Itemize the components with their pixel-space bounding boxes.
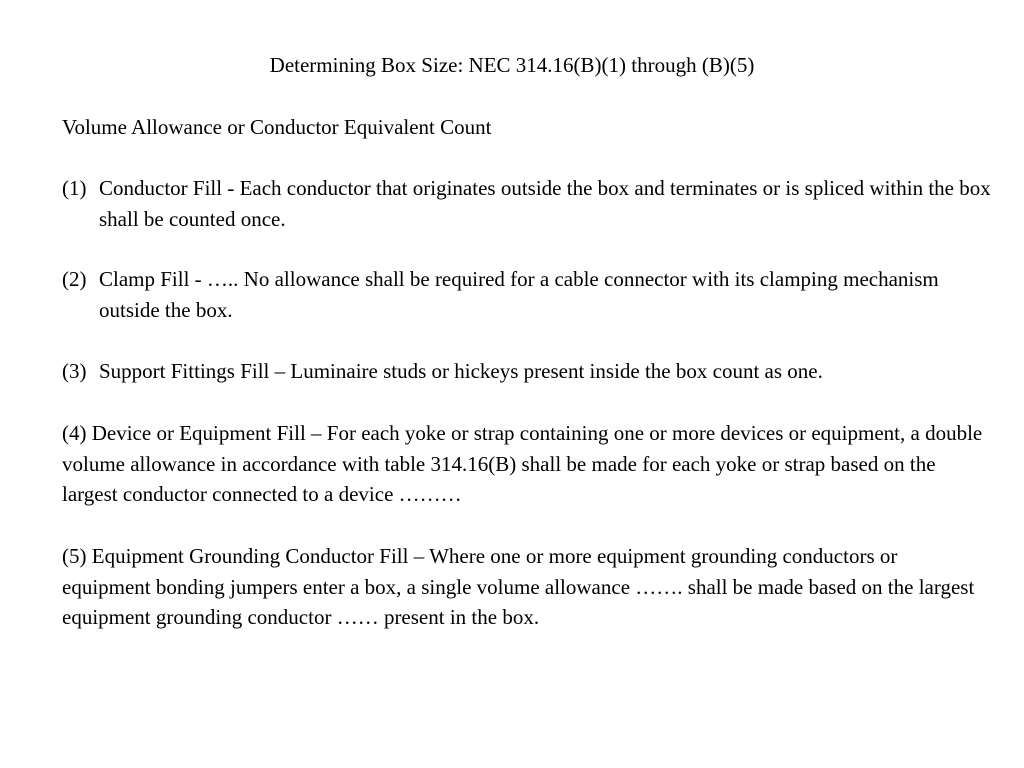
slide-subtitle: Volume Allowance or Conductor Equivalent Count — [62, 115, 492, 139]
list-item-support-fittings-fill — [62, 356, 1002, 387]
list-item-equipment-grounding-fill: (5) Equipment Grounding Conductor Fill – Where one or more equipment grounding conductors or equipment bonding jumpers enter a box, a single volume allowance ……. shall be made based on the largest equipment grounding conductor …… present in the box. — [62, 544, 975, 629]
list-item-clamp-fill — [62, 264, 992, 325]
list-item-device-equipment-fill: (4) Device or Equipment Fill – For each yoke or strap containing one or more devices or equipment, a double volume allowance in accordance with table 314.16(B) shall be made for each yoke or strap based on the largest conductor connected to a device ……… — [62, 421, 983, 506]
list-item-conductor-fill — [62, 173, 992, 234]
slide-title: Determining Box Size: NEC 314.16(B)(1) through (B)(5) — [269, 53, 755, 77]
list-item-text: Support Fittings Fill – Luminaire studs or hickeys present inside the box count as one. — [99, 359, 823, 383]
list-item-number: (3) — [62, 359, 87, 383]
list-item-number: (2) — [62, 267, 87, 291]
list-item-text: Conductor Fill - Each conductor that originates outside the box and terminates or is spliced within the box shall be counted once. — [99, 176, 991, 231]
list-item-number: (1) — [62, 176, 87, 200]
list-item-text: Clamp Fill - ….. No allowance shall be required for a cable connector with its clamping mechanism outside the box. — [99, 267, 939, 322]
